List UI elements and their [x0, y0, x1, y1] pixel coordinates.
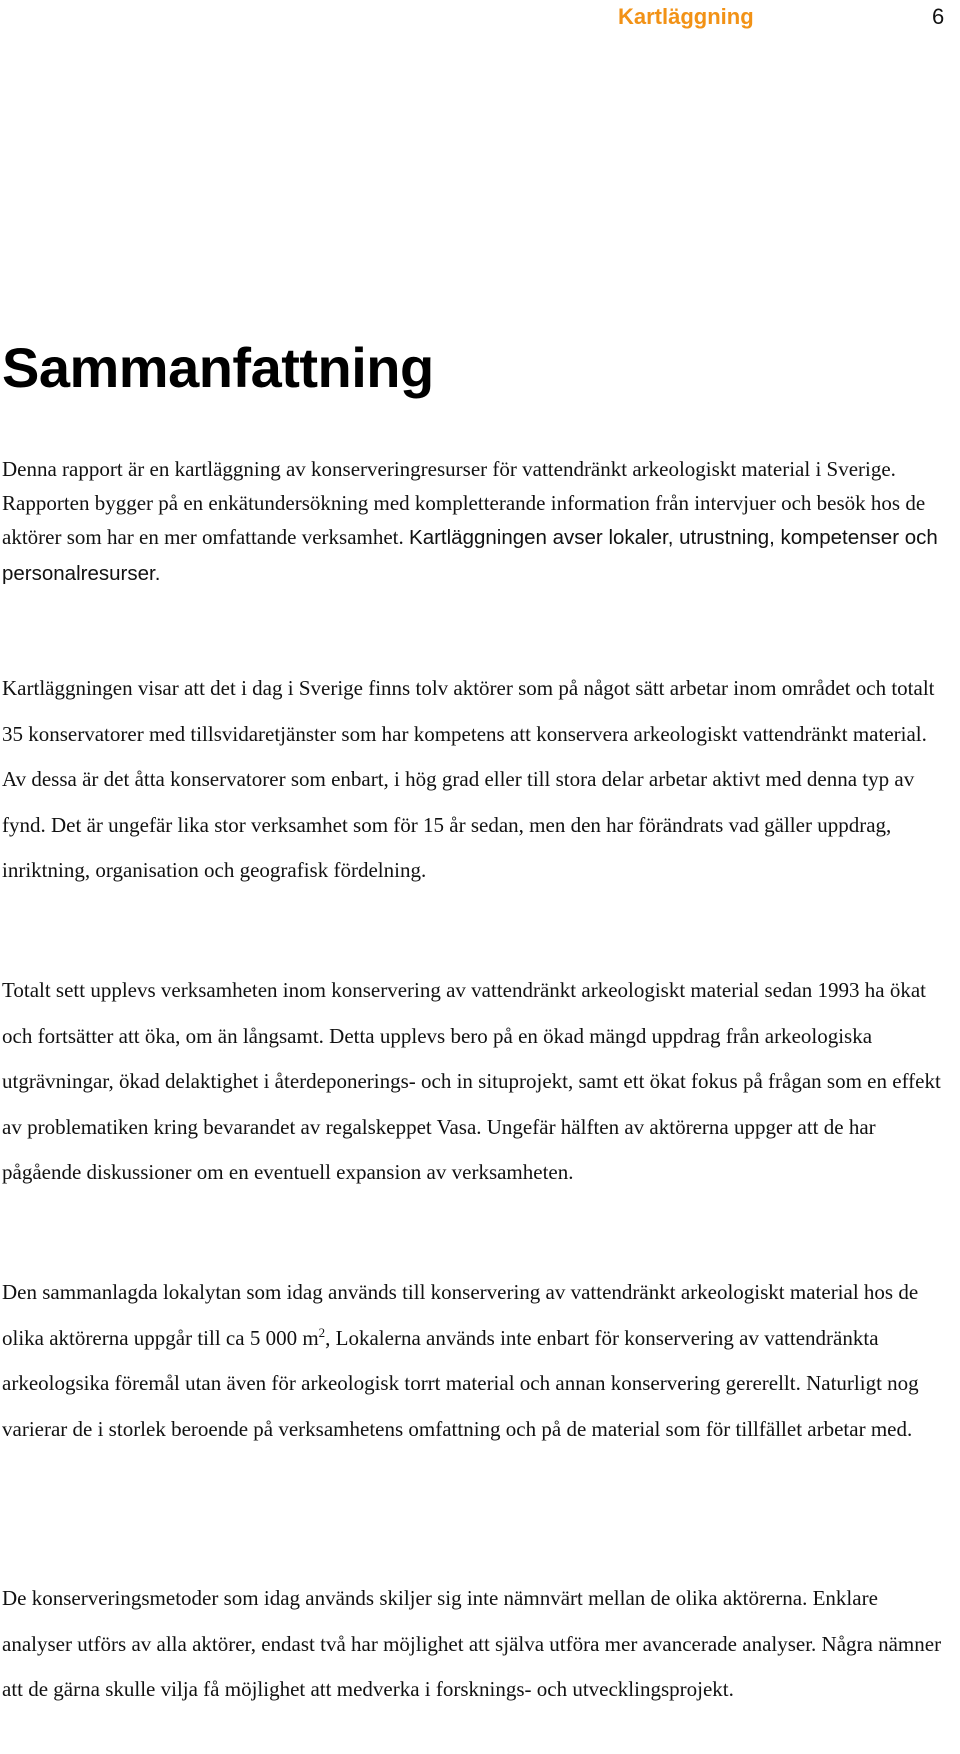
- summary-paragraph-4: [2, 1270, 952, 1452]
- summary-paragraph-5: De konserveringsmetoder som idag används skiljer sig inte nämnvärt mellan de olika aktörerna. Enklare analyser utförs av alla aktörer, endast två har möjlighet att själva utföra mer avancerade analyser. Några nämner att de gärna skulle vilja få möjlighet att medverka i forsknings- och utvecklingsprojekt.: [2, 1586, 942, 1702]
- paragraph-1-scope-sentence: Kartläggningen avser lokaler, utrustning, kompetenser och personalresurser.: [2, 526, 938, 585]
- summary-paragraph-3: Totalt sett upplevs verksamheten inom konservering av vattendränkt arkeologiskt material sedan 1993 ha ökat och fortsätter att öka, om än långsamt. Detta upplevs bero på en ökad mängd uppdrag från arkeologiska utgrävningar, ökad delaktighet i återdeponerings- och in situprojekt, samt ett ökat fokus på frågan som en effekt av problematiken kring bevarandet av regalskeppet Vasa. Ungefär hälften av aktörerna uppger att de har pågående diskussioner om en eventuell expansion av verksamheten.: [2, 978, 941, 1185]
- page-title: Sammanfattning: [2, 336, 434, 399]
- summary-paragraph-2: Kartläggningen visar att det i dag i Sverige finns tolv aktörer som på något sätt arbetar inom området och totalt 35 konservatorer med tillsvidaretjänster som har kompetens att konservera arkeologiskt vattendränkt material. Av dessa är det åtta konservatorer som enbart, i hög grad eller till stora delar arbetar aktivt med denna typ av fynd. Det är ungefär lika stor verksamhet som för 15 år sedan, men den har förändrats vad gäller uppdrag, inriktning, organisation och geografisk fördelning.: [2, 676, 935, 883]
- paragraph-1-text: Denna rapport är en kartläggning av konserveringresurser för vattendränkt arkeologiskt material i Sverige. Rapporten bygger på en enkätundersökning med kompletterande information från intervjuer och besök hos de aktörer som har en mer omfattande verksamhet.: [2, 457, 926, 550]
- header-title: Kartläggning: [618, 4, 754, 29]
- paragraph-4-text-before: Den sammanlagda lokalytan som idag används till konservering av vattendränkt arkeologiskt material hos de olika aktörerna uppgår till ca 5 000 m: [2, 1280, 919, 1350]
- area-unit-superscript: 2: [318, 1324, 326, 1340]
- page-number: 6: [932, 4, 945, 29]
- paragraph-4-text-after: , Lokalerna används inte enbart för konservering av vattendränkta arkeologsika föremål utan även för arkeologisk torrt material och annan konservering gererellt. Naturligt nog varierar de i storlek beroende på verksamhetens omfattning och på de material som för tillfället arbetar med.: [2, 1325, 919, 1441]
- running-header: [0, 4, 960, 34]
- summary-paragraph-1: [2, 452, 952, 591]
